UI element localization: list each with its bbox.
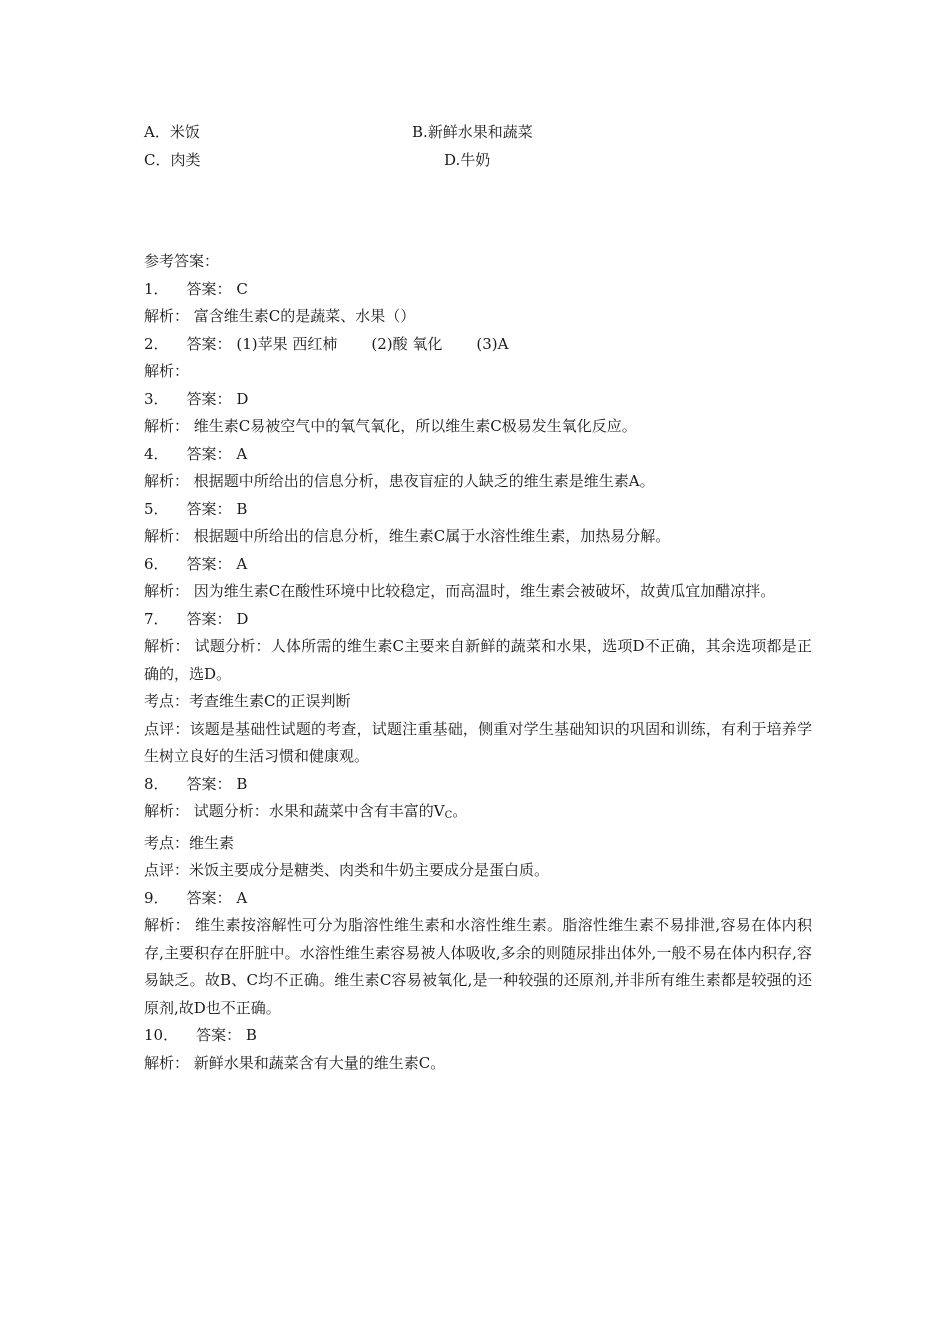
point-label: 考点： (144, 692, 190, 710)
analysis-line-8 (144, 798, 812, 830)
analysis-label: 解析： (144, 916, 190, 934)
item-number: 9． (144, 888, 169, 907)
reference-answer-title: 参考答案： (144, 252, 220, 270)
answer-value: B (245, 1026, 257, 1044)
answer-value: A (236, 554, 248, 573)
answer-part-1: (1)苹果 西红柿 (236, 334, 338, 353)
answer-label: 答案： (186, 444, 232, 463)
answer-value: D (236, 609, 249, 628)
item-number: 6． (144, 554, 169, 573)
analysis-text: 维生素按溶解性可分为脂溶性维生素和水溶性维生素。脂溶性维生素不易排泄,容易在体内积存,主要积存在肝脏中。水溶性维生素容易被人体吸收,多余的则随尿排出体外,一般不易在体内积存,容易缺乏。故B、C均不正确。维生素C容易被氧化,是一种较强的还原剂,并非所有维生素都是较强的还原剂,故D也不正确。 (144, 916, 812, 1017)
analysis-text: 试题分析：水果和蔬菜中含有丰富的V (193, 802, 445, 820)
point-text: 维生素 (189, 833, 235, 852)
analysis-label: 解析： (144, 417, 190, 435)
answer-line-9 (144, 885, 812, 913)
analysis-end: 。 (452, 802, 468, 820)
analysis-line-3 (144, 413, 812, 441)
answer-value: A (236, 888, 248, 907)
analysis-text: 试题分析：人体所需的维生素C主要来自新鲜的蔬菜和水果，选项D不正确，其余选项都是正确的，选D。 (144, 637, 812, 683)
analysis-line-7 (144, 633, 812, 688)
answer-value: B (236, 774, 248, 793)
analysis-line-2 (144, 358, 812, 386)
comment-label: 点评： (144, 719, 190, 738)
answer-line-5 (144, 496, 812, 524)
analysis-label: 解析： (144, 1053, 190, 1072)
analysis-label: 解析： (144, 637, 190, 655)
analysis-text: 富含维生素C的是蔬菜、水果（） (193, 307, 416, 325)
answer-label: 答案： (186, 888, 232, 907)
point-line-7 (144, 688, 812, 716)
analysis-text: 维生素C易被空气中的氧气氧化，所以维生素C极易发生氧化反应。 (193, 417, 637, 435)
answer-line-4 (144, 441, 812, 469)
analysis-label: 解析： (144, 307, 190, 325)
answer-line-10 (144, 1022, 812, 1050)
answer-part-2: (2)酸 氧化 (371, 334, 443, 353)
analysis-subscript: C (444, 810, 453, 821)
answer-line-2 (144, 331, 812, 359)
comment-line-8 (144, 857, 812, 885)
answer-label: 答案： (186, 279, 232, 298)
analysis-label: 解析： (144, 802, 190, 820)
item-number: 10． (144, 1026, 179, 1044)
comment-text: 米饭主要成分是糖类、肉类和牛奶主要成分是蛋白质。 (189, 861, 550, 879)
option-c: C．肉类 (144, 151, 201, 169)
analysis-text: 新鲜水果和蔬菜含有大量的维生素C。 (193, 1053, 446, 1072)
analysis-label: 解析： (144, 527, 190, 545)
answer-label: 答案： (186, 609, 232, 628)
analysis-text: 因为维生素C在酸性环境中比较稳定，而高温时，维生素会被破坏，故黄瓜宜加醋凉拌。 (193, 582, 776, 600)
item-number: 5． (144, 499, 169, 518)
answer-value: B (236, 499, 248, 518)
answer-label: 答案： (186, 334, 232, 353)
answer-line-1 (144, 276, 812, 304)
analysis-line-4 (144, 468, 812, 496)
answer-line-3 (144, 386, 812, 414)
comment-line-7 (144, 716, 812, 771)
answer-label: 答案： (186, 774, 232, 793)
point-label: 考点： (144, 833, 190, 852)
item-number: 2． (144, 334, 169, 353)
answer-value: A (236, 444, 248, 463)
item-number: 4． (144, 444, 169, 463)
comment-text: 该题是基础性试题的考查，试题注重基础，侧重对学生基础知识的巩固和训练，有利于培养学生树立良好的生活习惯和健康观。 (144, 719, 812, 765)
answer-label: 答案： (186, 499, 232, 518)
item-number: 1． (144, 279, 169, 298)
point-text: 考查维生素C的正误判断 (189, 692, 351, 710)
answer-value: C (236, 279, 248, 298)
option-b: B.新鲜水果和蔬菜 (412, 123, 533, 141)
analysis-line-9 (144, 912, 812, 1022)
answer-line-6 (144, 551, 812, 579)
analysis-line-5 (144, 523, 812, 551)
analysis-line-1 (144, 303, 812, 331)
item-number: 7． (144, 609, 169, 628)
answer-label: 答案： (186, 554, 232, 573)
analysis-label: 解析： (144, 362, 190, 380)
answer-value: D (236, 389, 249, 408)
answer-line-7 (144, 606, 812, 634)
answer-label: 答案： (196, 1026, 242, 1044)
analysis-label: 解析： (144, 472, 190, 490)
item-number: 3． (144, 389, 169, 408)
answer-label: 答案： (186, 389, 232, 408)
answer-line-8 (144, 771, 812, 799)
option-a: A．米饭 (144, 123, 200, 141)
analysis-text: 根据题中所给出的信息分析，维生素C属于水溶性维生素，加热易分解。 (193, 527, 671, 545)
answer-part-3: (3)A (476, 334, 509, 353)
analysis-label: 解析： (144, 582, 190, 600)
analysis-line-6 (144, 578, 812, 606)
analysis-line-10 (144, 1050, 812, 1078)
point-line-8 (144, 830, 812, 858)
answer-section (144, 248, 812, 1077)
comment-label: 点评： (144, 861, 190, 879)
analysis-text: 根据题中所给出的信息分析，患夜盲症的人缺乏的维生素是维生素A。 (193, 472, 655, 490)
option-d: D.牛奶 (444, 151, 491, 169)
item-number: 8． (144, 774, 169, 793)
